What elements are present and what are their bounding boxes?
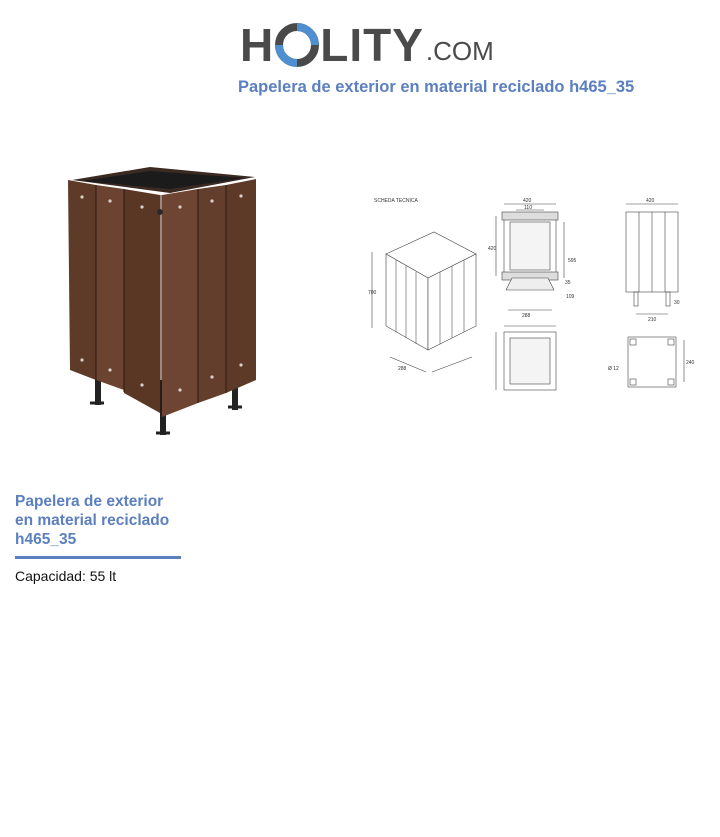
- dim-210: 210: [648, 317, 657, 323]
- dim-110: 110: [524, 205, 532, 211]
- bin-illustration: [68, 167, 256, 435]
- logo-letters-lity: LITY: [320, 19, 424, 71]
- drawing-heading: SCHEDA TECNICA: [374, 198, 418, 204]
- technical-drawing[interactable]: [368, 182, 696, 400]
- product-capacity: Capacidad: 55 lt: [15, 568, 117, 584]
- isometric-view: [372, 232, 476, 372]
- dim-420-side: 420: [488, 246, 497, 252]
- side-elevation: [626, 204, 678, 314]
- plan-view-top: [496, 204, 564, 310]
- logo-wordmark: [240, 19, 424, 71]
- dim-30: 30: [674, 300, 680, 306]
- dim-d12: Ø 12: [608, 366, 619, 372]
- dim-109: 109: [566, 294, 575, 300]
- dim-288: 288: [522, 313, 531, 319]
- product-photo[interactable]: [60, 155, 270, 440]
- product-info: [15, 492, 185, 584]
- dim-240: 240: [686, 360, 695, 366]
- dim-35: 35: [565, 280, 571, 286]
- base-plan: [628, 337, 684, 387]
- dim-595: 595: [568, 258, 577, 264]
- logo-o-mark-icon: [275, 23, 319, 67]
- logo-letter-h: H: [240, 19, 275, 71]
- dim-420-right: 420: [646, 198, 655, 204]
- title-divider: [15, 556, 181, 559]
- product-title: Papelera de exterior en material reciclado h465_35: [15, 493, 170, 548]
- dim-420-top: 420: [523, 198, 532, 204]
- plan-view-bottom: [496, 326, 556, 390]
- dim-700: 700: [368, 290, 377, 296]
- holity-logo[interactable]: [240, 12, 494, 71]
- logo-domain: .COM: [425, 36, 494, 66]
- dim-288-left: 288: [398, 366, 407, 372]
- page-title: Papelera de exterior en material reciclado h465_35: [238, 78, 635, 96]
